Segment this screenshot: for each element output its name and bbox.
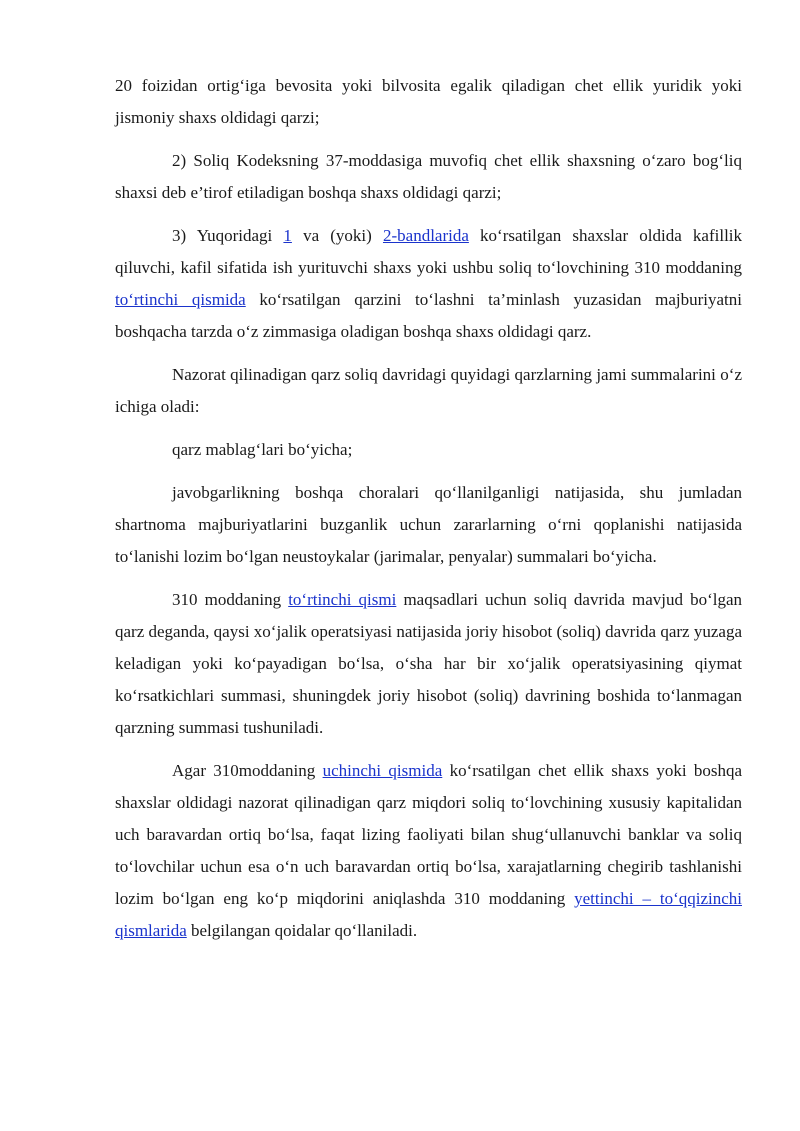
paragraph-3-text-1: 3) Yuqoridagi	[172, 226, 284, 245]
paragraph-6-text: javobgarlikning boshqa choralari qo‘llanilganligi natijasida, shu jumladan shartnoma majburiyatlarini buzganlik uchun zararlarning o‘rni qoplanishi natijasida to‘lanishi lozim bo‘lgan neustoykalar (jarimalar, penyalar) summalari bo‘yicha.	[115, 483, 742, 566]
link-uchinchi-qismida[interactable]: uchinchi qismida	[322, 761, 443, 780]
paragraph-7-text-2: maqsadlari uchun soliq davrida mavjud bo‘lgan qarz deganda, qaysi xo‘jalik operatsiyasi natijasida joriy hisobot (soliq) davrida qarz yuzaga keladigan yoki ko‘payadigan bo‘lsa, o‘sha har bir xo‘jalik operatsiyasining qiymat ko‘rsatkichlari summasi, shuningdek joriy hisobot (soliq) davrining boshida to‘lanmagan qarzning summasi tushuniladi.	[115, 590, 743, 737]
paragraph-7-text-1: 310 moddaning	[172, 590, 289, 609]
link-item-2-bandlarida[interactable]: 2-bandlarida	[382, 226, 469, 245]
document-page	[115, 70, 742, 958]
paragraph-3	[115, 220, 742, 348]
paragraph-8-text-2: ko‘rsatilgan chet ellik shaxs yoki boshqa shaxslar oldidagi nazorat qilinadigan qarz miqdori soliq to‘lovchining xususiy kapitalidan uch baravardan ortiq bo‘lsa, faqat lizing faoliyati bilan shug‘ullanuvchi banklar va soliq to‘lovchilar uchun esa o‘n uch baravardan ortiq bo‘lsa, xarajatlarning chegirib tashlanishi lozim bo‘lgan eng ko‘p miqdorini aniqlashda 310 moddaning	[115, 761, 743, 908]
paragraph-5-text: qarz mablag‘lari bo‘yicha;	[172, 440, 353, 459]
paragraph-3-text-4: ko‘rsatilgan qarzini to‘lashni ta’minlash yuzasidan majburiyatni boshqacha tarzda o‘z zimmasiga oladigan boshqa shaxs oldidagi qarz.	[115, 290, 743, 341]
paragraph-1-text: 20 foizidan ortig‘iga bevosita yoki bilvosita egalik qiladigan chet ellik yuridik yoki jismoniy shaxs oldidagi qarzi;	[115, 76, 742, 127]
link-tortinchi-qismida[interactable]: to‘rtinchi qismida	[115, 290, 246, 309]
link-tortinchi-qismi[interactable]: to‘rtinchi qismi	[288, 590, 397, 609]
link-yettinchi-toqqizinchi-qismlarida[interactable]: yettinchi – to‘qqizinchi qismlarida	[115, 889, 742, 940]
paragraph-5	[115, 434, 742, 466]
paragraph-8-text-3: belgilangan qoidalar qo‘llaniladi.	[186, 921, 418, 940]
paragraph-3-text-2: va (yoki)	[291, 226, 383, 245]
paragraph-2-text: 2) Soliq Kodeksning 37-moddasiga muvofiq chet ellik shaxsning o‘zaro bog‘liq shaxsi deb e’tirof etiladigan boshqa shaxs oldidagi qarzi;	[115, 151, 742, 202]
paragraph-4-text: Nazorat qilinadigan qarz soliq davridagi quyidagi qarzlarning jami summalarini o‘z ichiga oladi:	[115, 365, 742, 416]
paragraph-4	[115, 359, 742, 423]
link-item-1[interactable]: 1	[283, 226, 292, 245]
paragraph-1	[115, 70, 742, 134]
paragraph-6	[115, 477, 742, 573]
paragraph-3-text-3: ko‘rsatilgan shaxslar oldida kafillik qiluvchi, kafil sifatida ish yurituvchi shaxs yoki ushbu soliq to‘lovchining 310 moddaning	[115, 226, 743, 277]
paragraph-8	[115, 755, 742, 947]
paragraph-8-text-1: Agar 310moddaning	[172, 761, 323, 780]
paragraph-2	[115, 145, 742, 209]
paragraph-7	[115, 584, 742, 744]
